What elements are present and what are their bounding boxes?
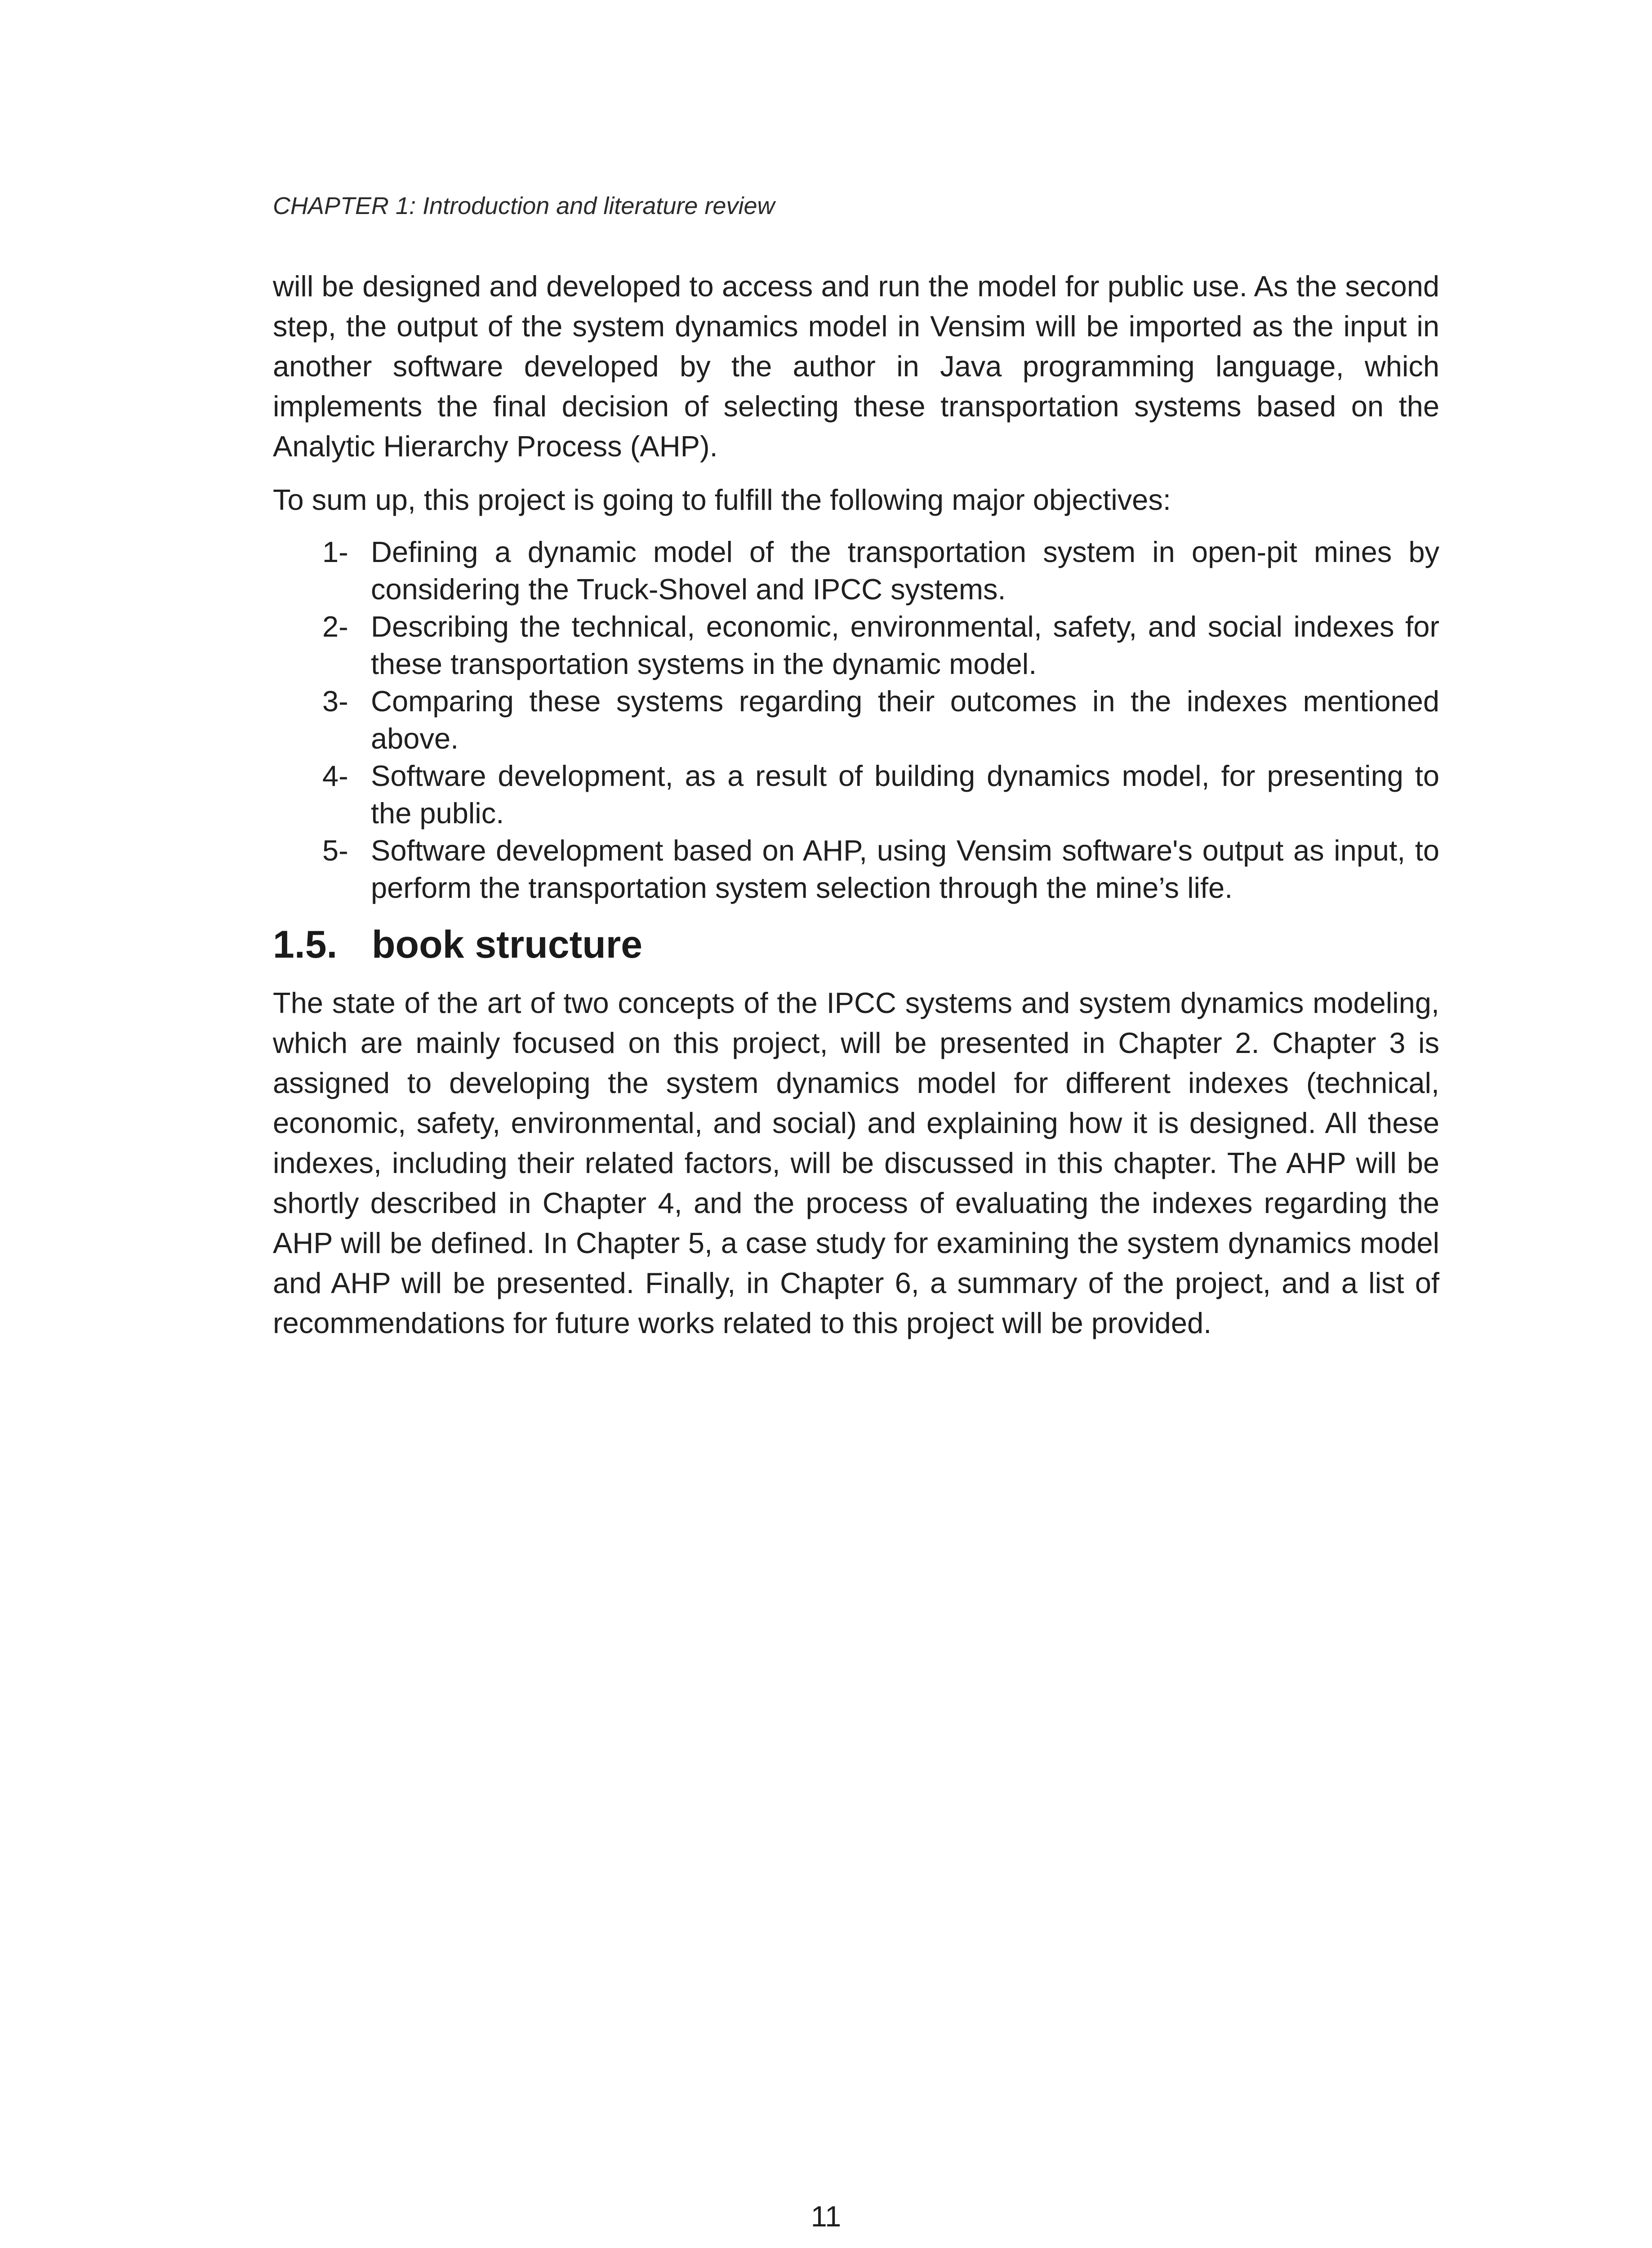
list-item: [322, 832, 1439, 906]
section-title: book structure: [372, 923, 643, 966]
list-item-text: Defining a dynamic model of the transportation system in open-pit mines by considering the Truck-Shovel and IPCC systems.: [371, 535, 1439, 606]
list-item-text: Software development, as a result of building dynamics model, for presenting to the public.: [371, 759, 1439, 830]
list-item-number: 4-: [322, 759, 348, 792]
list-item: [322, 682, 1439, 757]
section-number: 1.5.: [273, 923, 338, 966]
summary-lead-paragraph: To sum up, this project is going to fulfill the following major objectives:: [273, 483, 1171, 516]
objectives-list: [273, 533, 1439, 906]
running-header: CHAPTER 1: Introduction and literature review: [273, 192, 775, 219]
list-item: [322, 757, 1439, 832]
list-item: [322, 608, 1439, 682]
list-item-number: 5-: [322, 834, 348, 867]
list-item-number: 3-: [322, 685, 348, 718]
list-item-text: Describing the technical, economic, environmental, safety, and social indexes for these transportation systems in the dynamic model.: [371, 610, 1439, 680]
list-item-text: Software development based on AHP, using Vensim software's output as input, to perform the transportation system selection through the mine’s life.: [371, 834, 1439, 904]
list-item: [322, 533, 1439, 608]
intro-paragraph: will be designed and developed to access and run the model for public use. As the second step, the output of the system dynamics model in Vensim will be imported as the input in another software developed by the author in Java programming language, which implements the final decision of selecting these transportation systems based on the Analytic Hierarchy Process (AHP).: [273, 270, 1439, 463]
page-number: 11: [810, 2200, 842, 2233]
list-item-text: Comparing these systems regarding their outcomes in the indexes mentioned above.: [371, 685, 1439, 755]
structure-paragraph: The state of the art of two concepts of the IPCC systems and system dynamics modeling, which are mainly focused on this project, will be presented in Chapter 2. Chapter 3 is assigned to developing the system dynamics model for different indexes (technical, economic, safety, environmental, and social) and explaining how it is designed. All these indexes, including their related factors, will be discussed in this chapter. The AHP will be shortly described in Chapter 4, and the process of evaluating the indexes regarding the AHP will be defined. In Chapter 5, a case study for examining the system dynamics model and AHP will be presented. Finally, in Chapter 6, a summary of the project, and a list of recommendations for future works related to this project will be provided.: [273, 986, 1439, 1339]
list-item-number: 2-: [322, 610, 348, 643]
section-heading: [273, 920, 1439, 969]
page-content: [273, 266, 1439, 1343]
list-item-number: 1-: [322, 535, 348, 568]
